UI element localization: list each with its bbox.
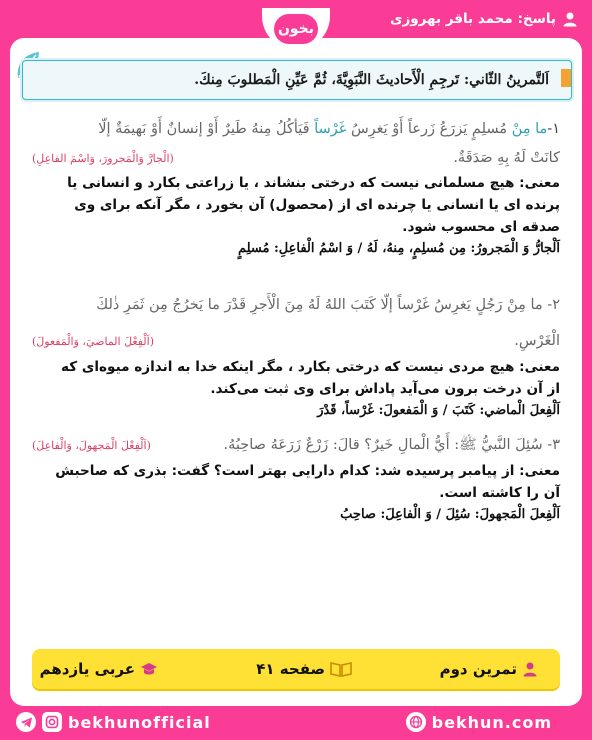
hadith-1-end: فَيَأكُلُ مِنهُ طَيرٌ أَوْ إنسانٌ أَوْ بَهيمَةٌ إلّا [98,121,310,137]
user-icon [562,11,578,27]
content-card [10,38,582,706]
hadith-2-meaning [32,356,560,400]
instagram-icon[interactable] [42,712,62,732]
hadith-1 [32,114,560,260]
hadith-2-grammar-note: (اَلْفِعْلَ الماضيَ، وَالْمَفعولَ) [32,334,154,348]
footer-page [256,649,352,689]
hadith-1-meaning [32,172,560,238]
hadith-2-answer: اَلْفِعلَ الْماضي: كَتَبَ / وَ الْمَفعولَ: غَرْساً، قَدْرَ [317,403,560,418]
hadith-3-meaning [32,460,560,504]
hadith-3-arabic: ٣- سُئِلَ النَّبيُّ ﷺ: أَيُّ الْمالِ خَيرٌ؟ قالَ: زَرْعٌ زَرَعَهُ صاحِبُهُ. [223,437,560,453]
hadith-1-grammar-note: (الْجارَّ وَالْمَجرورَ، وَاسْمَ الفاعِلِ) [32,151,174,165]
hadith-2-arabic-line2: الْغَرْسِ. [514,333,560,349]
footer-exercise-label: تمرین دوم [439,660,517,678]
hadith-3-grammar-note: (اَلْفِعْلَ الْمَجهولَ، وَالْفاعِلَ) [32,438,151,452]
hadith-1-arabic [32,114,560,144]
hadith-2-meaning-line: از آن درخت برون می‌آید پاداش برای وی ثبت می‌کند. [210,381,560,397]
hadith-3-meaning-line: معنی: از پیامبر پرسیده شد: کدام دارایی بهتر است؟ گفت: بذری که صاحبش [55,463,560,479]
footer-subject-label: عربی یازدهم [39,660,135,678]
person-icon [522,661,538,677]
footer-info-bar [32,649,560,689]
hadith-2 [32,290,560,422]
hadith-1-highlight: غَرْساً [314,121,347,137]
hadith-1-ma: ما مِنْ [511,121,548,137]
globe-icon [406,712,426,732]
hadith-1-meaning-line: صدقه ای محسوب شود. [402,219,560,235]
exercise-title-bar [22,60,572,100]
footer-page-label: صفحه ۴۱ [256,660,325,678]
hadith-3-meaning-line: آن را کاشته است. [439,485,560,501]
logo-text: بخون [277,21,315,37]
website-url[interactable]: bekhun.com [431,712,552,732]
book-open-icon [330,661,352,677]
telegram-icon[interactable] [16,712,36,732]
hadith-1-arabic-line2: كانَتْ لَهُ بِهِ صَدَقَةٌ. [453,150,560,166]
footer-subject [40,649,158,689]
logo-mark [274,14,318,44]
bottom-bar [0,706,592,740]
hadith-1-answer: اَلْجارُّ وَ الْمَجرورُ: مِن مُسلِمٍ، مِنهُ، لَهُ / وَ اسْمُ الْفاعِلِ: مُسلِمٍ [237,241,560,256]
hadith-1-meaning-line: معنی: هیچ مسلمانی نیست که درختی بنشاند ، یا زراعتی بکارد و انسانی یا [67,175,560,191]
social-handle[interactable]: bekhunofficial [68,712,211,732]
graduation-cap-icon [140,661,158,677]
answer-label: پاسخ: محمد باقر بهروزی [390,11,556,27]
hadith-3-answer: اَلْفِعلَ الْمَجهولَ: سُئِلَ / وَ الْفاعِلَ: صاحِبُ [340,507,560,522]
answer-author [390,8,578,30]
hadith-2-arabic: ٢- ما مِنْ رَجُلٍ يَغرِسُ غَرْساً إلّا كَتَبَ اللهُ لَهُ مِنَ الْأَجرِ قَدْرَ ما يَخرُجُ مِن ثَمَرِ ذٰلكَ [96,297,560,313]
hadith-3 [32,430,560,526]
footer-exercise [440,649,538,689]
hadith-2-meaning-line: معنی: هیچ مردی نیست که درختی بکارد ، مگر اینکه خدا به اندازه میوه‌ای که [61,359,560,375]
hadith-1-number: ١- [547,121,560,137]
hadith-1-meaning-line: پرنده ای یا انسانی یا چرنده ای از (محصول) آن بخورد ، مگر آنکه برای وی [74,197,560,213]
social-links[interactable] [16,712,211,732]
website-link[interactable] [406,712,552,732]
title-accent [561,69,571,87]
hadith-1-mid: مُسلِمٍ يَزرَعُ زَرعاً أَوْ يَغرِسُ [350,121,508,137]
exercise-title: اَلتَّمرینُ الثّاني: تَرجِمِ الْأَحاديثَ النَّبَوِيَّةَ، ثُمَّ عَيِّنِ الْمَطلوبَ مِنكَ. [194,72,549,88]
